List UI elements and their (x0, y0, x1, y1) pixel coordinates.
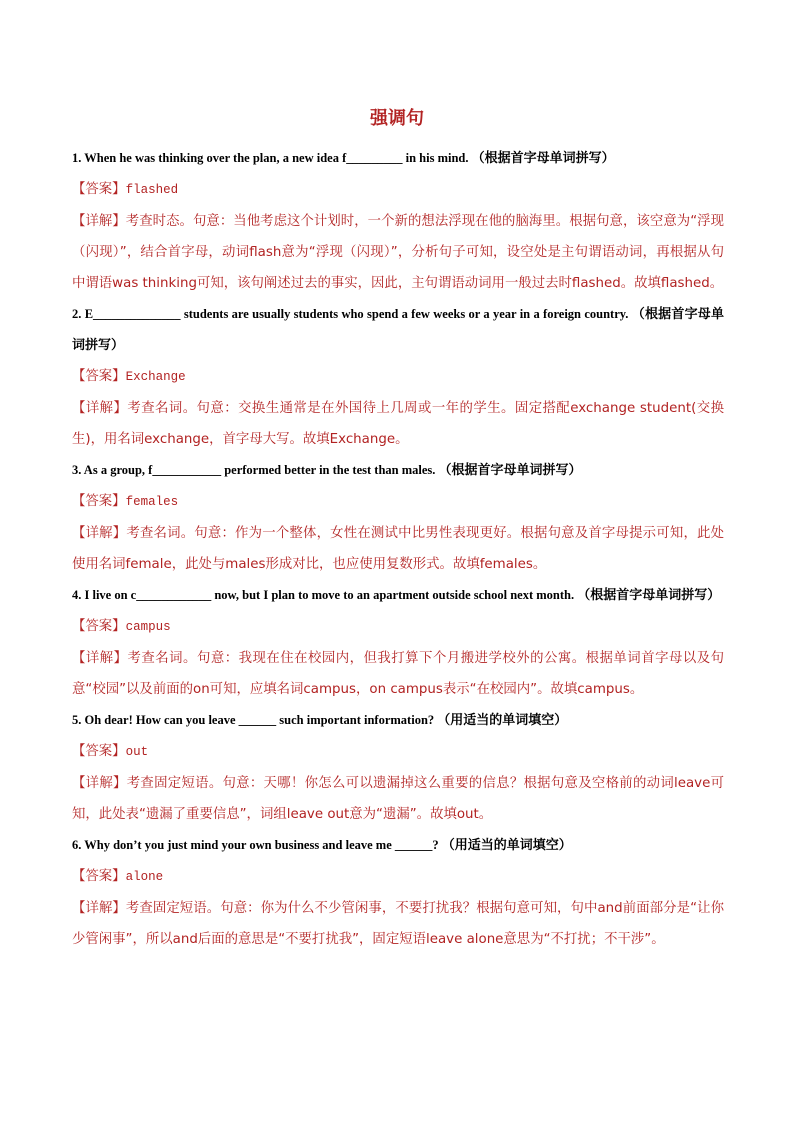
answer-text: alone (125, 870, 164, 884)
answer-tag: 【答案】 (72, 619, 126, 634)
detail-tag: 【详解】 (72, 776, 127, 791)
detail-text: 考查名词。句意：我现在住在校园内，但我打算下个月搬进学校外的公寓。根据单词首字母以及句意“校园”以及前面的on可知，应填名词campus，on campus表示“在校园内”。故填campus。 (72, 651, 724, 697)
question-item (72, 143, 724, 299)
answer-tag: 【答案】 (72, 369, 126, 384)
question-text: 2. E______________ students are usually students who spend a few weeks or a year in a foreign country. (72, 307, 632, 321)
question-hint: （根据首字母单词拼写） (471, 151, 615, 166)
page-title: 强调句 (370, 108, 424, 129)
answer-text: females (125, 495, 179, 509)
answer-tag: 【答案】 (72, 869, 126, 884)
question-hint: （根据首字母单词拼写） (438, 463, 582, 478)
question-item (72, 580, 724, 705)
question-item (72, 705, 724, 830)
question-item (72, 830, 724, 955)
question-text: 5. Oh dear! How can you leave ______ such important information? (72, 713, 438, 727)
answer-tag: 【答案】 (72, 744, 126, 759)
answer-text: out (125, 745, 149, 759)
answer-tag: 【答案】 (72, 182, 126, 197)
question-hint: （用适当的单词填空） (437, 713, 568, 728)
answer-text: campus (125, 620, 171, 634)
detail-tag: 【详解】 (72, 901, 126, 916)
question-text: 4. I live on c____________ now, but I plan to move to an apartment outside school next month. (72, 588, 578, 602)
question-hint: （根据首字母单词拼写） (577, 588, 721, 603)
detail-tag: 【详解】 (72, 214, 126, 229)
question-list (72, 143, 724, 955)
question-item (72, 455, 724, 580)
detail-tag: 【详解】 (72, 651, 128, 666)
question-item (72, 299, 724, 455)
detail-text: 考查固定短语。句意：你为什么不少管闲事，不要打扰我？根据句意可知，句中and前面部分是“让你少管闲事”，所以and后面的意思是“不要打扰我”，固定短语leave alone意思为“不打扰；不干涉”。 (72, 901, 724, 947)
question-text: 3. As a group, f___________ performed better in the test than males. (72, 463, 439, 477)
answer-tag: 【答案】 (72, 494, 126, 509)
detail-text: 考查时态。句意：当他考虑这个计划时，一个新的想法浮现在他的脑海里。根据句意，该空意为“浮现（闪现）”，结合首字母，动词flash意为“浮现（闪现）”，分析句子可知，设空处是主句谓语动词，再根据从句中谓语was thinking可知，该句阐述过去的事实，因此，主句谓语动词用一般过去时flashed。故填flashed。 (72, 214, 725, 291)
question-text: 1. When he was thinking over the plan, a new idea f_________ in his mind. (72, 151, 472, 165)
detail-text: 考查固定短语。句意：天哪！你怎么可以遗漏掉这么重要的信息？根据句意及空格前的动词leave可知，此处表“遗漏了重要信息”，词组leave out意为“遗漏”。故填out。 (72, 776, 725, 822)
question-hint: （根据首字母单词拼写） (72, 307, 724, 353)
detail-text: 考查名词。句意：交换生通常是在外国待上几周或一年的学生。固定搭配exchange student(交换生)，用名词exchange，首字母大写。故填Exchange。 (72, 401, 724, 447)
answer-text: flashed (125, 183, 179, 197)
question-text: 6. Why don’t you just mind your own business and leave me ______? (72, 838, 442, 852)
detail-text: 考查名词。句意：作为一个整体，女性在测试中比男性表现更好。根据句意及首字母提示可知，此处使用名词female，此处与males形成对比，也应使用复数形式。故填females。 (72, 526, 725, 572)
detail-tag: 【详解】 (72, 401, 128, 416)
detail-tag: 【详解】 (72, 526, 127, 541)
answer-text: Exchange (125, 370, 186, 384)
question-hint: （用适当的单词填空） (441, 838, 572, 853)
